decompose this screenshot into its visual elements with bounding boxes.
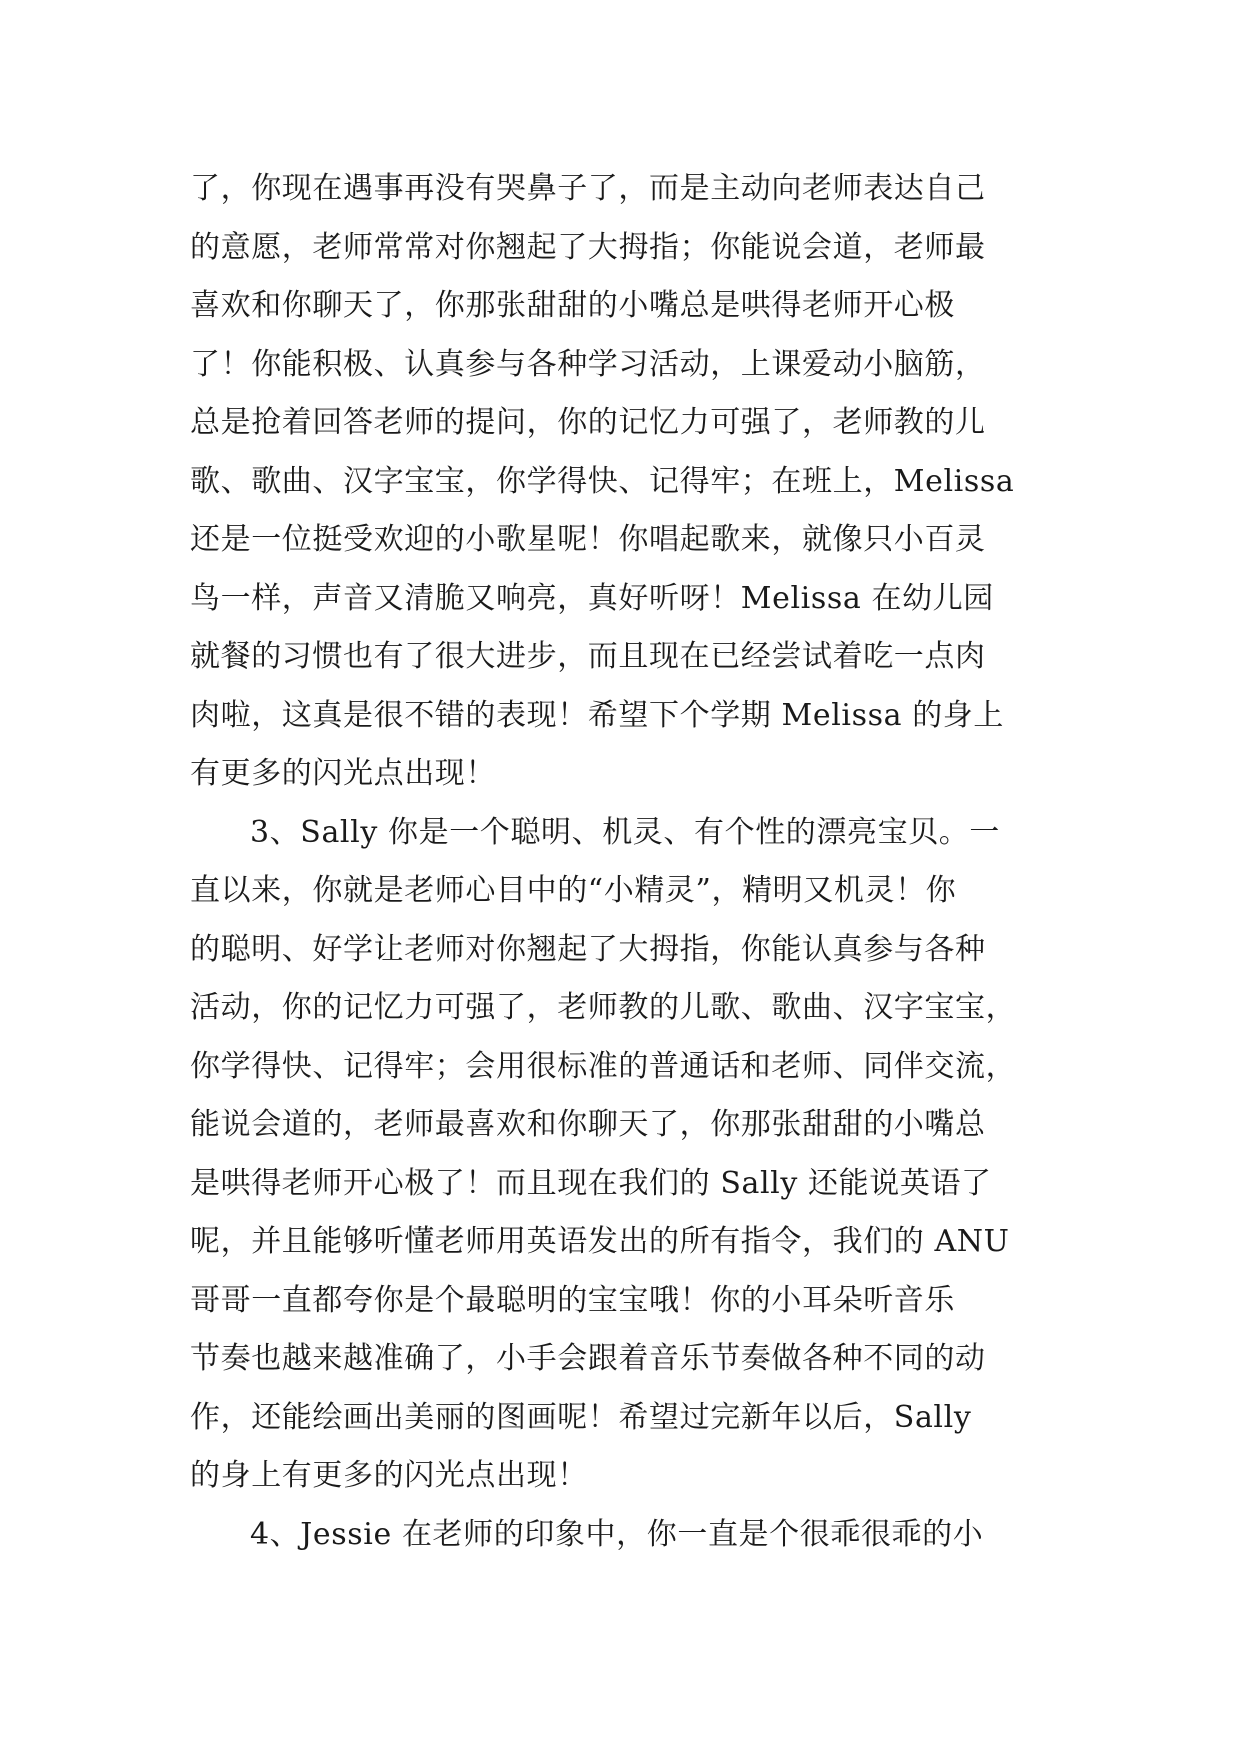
body-line: 直以来，你就是老师心目中的“小精灵”，精明又机灵！你 [190, 873, 957, 908]
body-line: 了！你能积极、认真参与各种学习活动，上课爱动小脑筋， [190, 346, 986, 382]
body-line: 喜欢和你聊天了，你那张甜甜的小嘴总是哄得老师开心极 [190, 288, 955, 323]
body-line: 鸟一样，声音又清脆又响亮，真好听呀！Melissa 在幼儿园 [190, 580, 994, 616]
body-line: 节奏也越来越准确了，小手会跟着音乐节奏做各种不同的动 [190, 1341, 986, 1376]
body-line: 呢，并且能够听懂老师用英语发出的所有指令，我们的 ANU [190, 1224, 1010, 1259]
body-line: 有更多的闪光点出现！ [190, 756, 496, 791]
document-body [190, 160, 1070, 1564]
body-line: 的聪明、好学让老师对你翘起了大拇指，你能认真参与各种 [190, 931, 986, 967]
paragraph-start-line: 4、Jessie 在老师的印象中，你一直是个很乖很乖的小 [250, 1516, 984, 1552]
body-line: 是哄得老师开心极了！而且现在我们的 Sally 还能说英语了 [190, 1165, 992, 1201]
body-line: 就餐的习惯也有了很大进步，而且现在已经尝试着吃一点肉 [190, 639, 986, 674]
body-line: 作，还能绘画出美丽的图画呢！希望过完新年以后，Sally [190, 1399, 972, 1435]
body-line: 的身上有更多的闪光点出现！ [190, 1458, 588, 1493]
body-line: 总是抢着回答老师的提问，你的记忆力可强了，老师教的儿 [190, 405, 986, 440]
body-line: 你学得快、记得牢；会用很标准的普通话和老师、同伴交流， [190, 1048, 1017, 1084]
body-line: 了，你现在遇事再没有哭鼻子了，而是主动向老师表达自己 [190, 171, 986, 206]
body-line: 歌、歌曲、汉字宝宝，你学得快、记得牢；在班上，Melissa [190, 463, 1015, 499]
paragraph-start-line: 3、Sally 你是一个聪明、机灵、有个性的漂亮宝贝。一 [250, 814, 1000, 850]
body-line: 肉啦，这真是很不错的表现！希望下个学期 Melissa 的身上 [190, 697, 1005, 733]
body-line: 哥哥一直都夸你是个最聪明的宝宝哦！你的小耳朵听音乐 [190, 1282, 955, 1318]
body-line: 还是一位挺受欢迎的小歌星呢！你唱起歌来，就像只小百灵 [190, 522, 986, 557]
body-line: 能说会道的，老师最喜欢和你聊天了，你那张甜甜的小嘴总 [190, 1107, 986, 1142]
body-line: 活动，你的记忆力可强了，老师教的儿歌、歌曲、汉字宝宝， [190, 990, 1017, 1025]
body-line: 的意愿，老师常常对你翘起了大拇指；你能说会道，老师最 [190, 229, 986, 265]
